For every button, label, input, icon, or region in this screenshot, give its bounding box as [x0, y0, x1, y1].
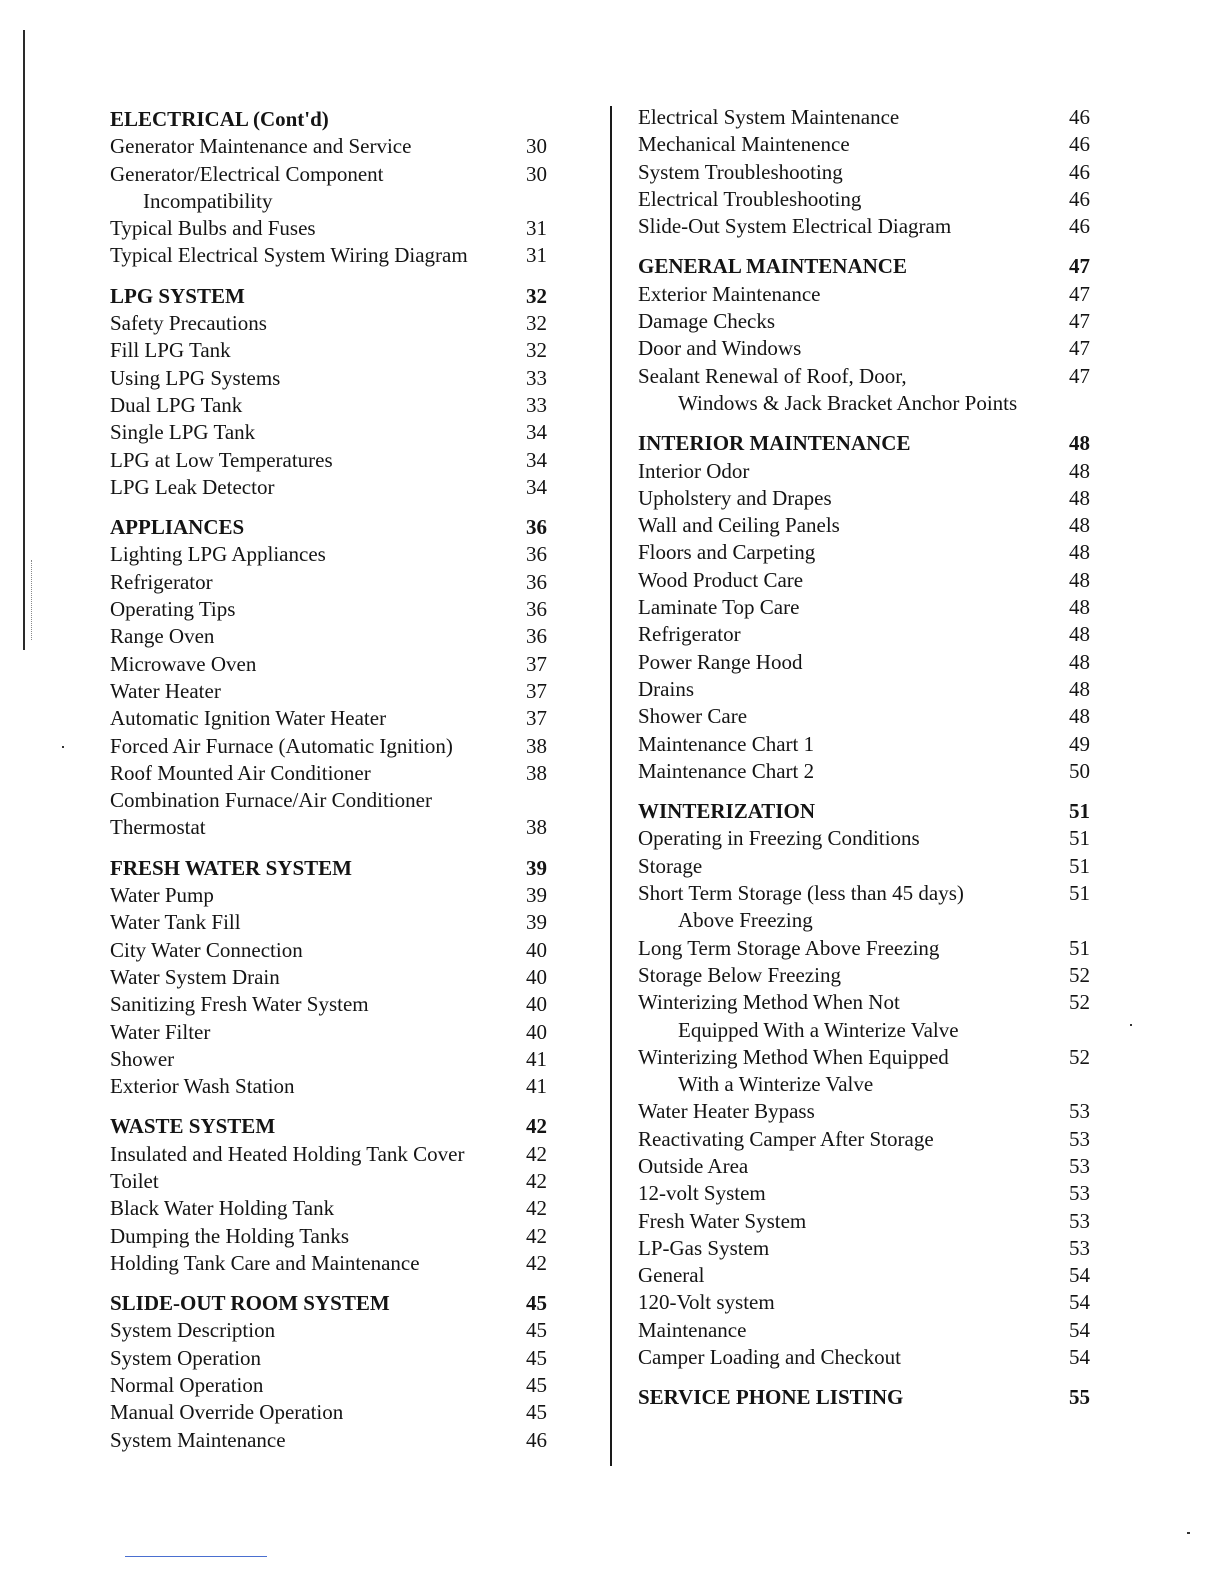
toc-entry [110, 882, 562, 909]
speck [1130, 1024, 1132, 1026]
page-number: 48 [1069, 513, 1090, 538]
toc-entry [110, 1250, 562, 1277]
page-number: 47 [1069, 309, 1090, 334]
toc-entry [638, 825, 1090, 852]
toc-entry [638, 131, 1090, 158]
entry-title: System Operation [110, 1345, 262, 1370]
toc-section-heading [110, 1290, 562, 1317]
page-number: 53 [1069, 1153, 1090, 1178]
entry-title: Sealant Renewal of Roof, Door, [638, 363, 907, 388]
toc-entry [110, 991, 562, 1018]
entry-title: LPG at Low Temperatures [110, 447, 333, 472]
entry-title: Slide-Out System Electrical Diagram [638, 214, 952, 239]
entry-title: Camper Loading and Checkout [638, 1345, 902, 1370]
entry-title: Thermostat [110, 815, 206, 840]
page-number: 46 [1069, 105, 1090, 129]
entry-title: Water Heater Bypass [638, 1099, 815, 1124]
entry-title-continuation: Equipped With a Winterize Valve [678, 1017, 959, 1042]
toc-entry-continuation [638, 390, 1090, 417]
section-title: LPG SYSTEM [110, 283, 245, 308]
toc-entry [110, 392, 562, 419]
page-number: 51 [1069, 799, 1090, 824]
toc-entry [638, 1344, 1090, 1371]
toc-entry [638, 1317, 1090, 1344]
toc-entry [638, 676, 1090, 703]
entry-title: Water Heater [110, 678, 221, 703]
speck [62, 746, 64, 748]
page-number: 39 [526, 910, 547, 935]
toc-entry [638, 159, 1090, 186]
entry-title: LP-Gas System [638, 1235, 770, 1260]
page-number: 36 [526, 597, 547, 622]
entry-title: Damage Checks [638, 309, 776, 334]
toc-entry [110, 1046, 562, 1073]
page-number: 47 [1069, 281, 1090, 306]
toc-entry [110, 760, 562, 787]
toc-entry [638, 281, 1090, 308]
page-number: 46 [1069, 186, 1090, 211]
entry-title: Exterior Wash Station [110, 1074, 295, 1099]
toc-entry [638, 458, 1090, 485]
toc-entry [110, 541, 562, 568]
entry-title: Combination Furnace/Air Conditioner [110, 788, 432, 813]
entry-title: Single LPG Tank [110, 420, 256, 445]
page-number: 30 [526, 134, 547, 159]
toc-entry [110, 569, 562, 596]
entry-title: Winterizing Method When Not [638, 990, 900, 1015]
page-number: 34 [526, 420, 547, 445]
page-number: 45 [526, 1291, 547, 1316]
page-number: 38 [526, 815, 547, 840]
entry-title: Maintenance Chart 2 [638, 758, 815, 783]
page-number: 51 [1069, 853, 1090, 878]
page-number: 45 [526, 1318, 547, 1343]
page-number: 37 [526, 706, 547, 731]
entry-title: Storage [638, 853, 703, 878]
entry-title: Insulated and Heated Holding Tank Cover [110, 1141, 465, 1166]
toc-entry [638, 935, 1090, 962]
toc-entry [638, 186, 1090, 213]
toc-entry [638, 335, 1090, 362]
toc-section-heading [110, 1113, 562, 1140]
entry-title: Drains [638, 676, 694, 701]
page-number: 42 [526, 1141, 547, 1166]
entry-title: Shower Care [638, 704, 748, 729]
toc-entry [638, 1262, 1090, 1289]
entry-title: System Troubleshooting [638, 159, 843, 184]
toc-entry [110, 787, 562, 814]
entry-title: Upholstery and Drapes [638, 485, 832, 510]
page-number: 48 [1069, 622, 1090, 647]
section-title: SLIDE-OUT ROOM SYSTEM [110, 1291, 390, 1316]
toc-entry [638, 539, 1090, 566]
entry-title: Safety Precautions [110, 311, 267, 336]
entry-title: Automatic Ignition Water Heater [110, 706, 387, 731]
page-number: 53 [1069, 1126, 1090, 1151]
toc-entry [110, 814, 562, 841]
entry-title: Mechanical Maintenence [638, 132, 850, 157]
entry-title: Microwave Oven [110, 651, 257, 676]
entry-title-continuation: Windows & Jack Bracket Anchor Points [678, 390, 1018, 415]
entry-title: Water System Drain [110, 964, 280, 989]
toc-entry [638, 308, 1090, 335]
toc-entry [110, 474, 562, 501]
toc-entry [638, 1208, 1090, 1235]
toc-entry-continuation [638, 907, 1090, 934]
toc-entry [638, 567, 1090, 594]
page-number: 37 [526, 651, 547, 676]
page-number: 37 [526, 678, 547, 703]
entry-title: Typical Bulbs and Fuses [110, 216, 316, 241]
toc-entry [110, 337, 562, 364]
entry-title: Toilet [110, 1168, 159, 1193]
page-number: 42 [526, 1196, 547, 1221]
page-number: 34 [526, 474, 547, 499]
page-number: 39 [526, 883, 547, 908]
page-number: 48 [1069, 595, 1090, 620]
entry-title: Wood Product Care [638, 567, 804, 592]
speck [1187, 1532, 1190, 1534]
toc-entry [110, 596, 562, 623]
toc-entry [638, 989, 1090, 1016]
entry-title: Power Range Hood [638, 649, 803, 674]
toc-section-heading [110, 514, 562, 541]
entry-title: Shower [110, 1046, 175, 1071]
entry-title: Reactivating Camper After Storage [638, 1126, 934, 1151]
toc-entry [638, 1098, 1090, 1125]
page-number: 36 [526, 542, 547, 567]
page-number: 40 [526, 992, 547, 1017]
entry-title: Refrigerator [110, 569, 213, 594]
page-number: 48 [1069, 649, 1090, 674]
toc-entry [638, 649, 1090, 676]
page-number: 46 [1069, 214, 1090, 239]
margin-dots [31, 560, 33, 640]
toc-section-heading [110, 106, 562, 133]
toc-entry [110, 937, 562, 964]
entry-title: Manual Override Operation [110, 1400, 344, 1425]
entry-title: City Water Connection [110, 937, 303, 962]
toc-entry [638, 363, 1090, 390]
toc-entry [110, 1141, 562, 1168]
entry-title: Dumping the Holding Tanks [110, 1223, 350, 1248]
page-number: 40 [526, 937, 547, 962]
page-number: 36 [526, 569, 547, 594]
page-number: 33 [526, 365, 547, 390]
toc-entry [638, 703, 1090, 730]
toc-entry [110, 705, 562, 732]
page-number: 30 [526, 161, 547, 186]
toc-entry-continuation [638, 1017, 1090, 1044]
page-number: 52 [1069, 1044, 1090, 1069]
toc-entry [110, 678, 562, 705]
toc-entry [638, 213, 1090, 240]
entry-title-continuation: With a Winterize Valve [678, 1072, 874, 1097]
entry-title: System Maintenance [110, 1427, 286, 1452]
toc-entry [110, 964, 562, 991]
toc-entry [638, 1126, 1090, 1153]
toc-section-heading [638, 1384, 1090, 1411]
toc-entry [638, 1235, 1090, 1262]
toc-entry [638, 1153, 1090, 1180]
section-title: GENERAL MAINTENANCE [638, 254, 907, 279]
page-number: 48 [1069, 485, 1090, 510]
entry-title: Maintenance [638, 1317, 747, 1342]
page-number: 36 [526, 515, 547, 540]
entry-title: Holding Tank Care and Maintenance [110, 1250, 420, 1275]
toc-section-heading [110, 283, 562, 310]
section-title: SERVICE PHONE LISTING [638, 1385, 904, 1410]
page-number: 39 [526, 855, 547, 880]
toc-entry [110, 365, 562, 392]
toc-entry [110, 1019, 562, 1046]
toc-entry [110, 1195, 562, 1222]
page-number: 52 [1069, 990, 1090, 1015]
entry-title: Electrical System Maintenance [638, 105, 900, 129]
page-number: 52 [1069, 962, 1090, 987]
page-number: 46 [1069, 159, 1090, 184]
entry-title: Generator/Electrical Component [110, 161, 384, 186]
section-title: WASTE SYSTEM [110, 1114, 276, 1139]
entry-title: Exterior Maintenance [638, 281, 821, 306]
page-number: 48 [1069, 540, 1090, 565]
entry-title: Electrical Troubleshooting [638, 186, 862, 211]
entry-title: Interior Odor [638, 458, 750, 483]
toc-entry [638, 853, 1090, 880]
entry-title: 120-Volt system [638, 1290, 775, 1315]
page-number: 53 [1069, 1099, 1090, 1124]
toc-entry [110, 310, 562, 337]
page-number: 42 [526, 1223, 547, 1248]
page-number: 38 [526, 733, 547, 758]
toc-section-heading [638, 798, 1090, 825]
page-number: 33 [526, 392, 547, 417]
page-number: 53 [1069, 1208, 1090, 1233]
toc-section-heading [110, 855, 562, 882]
page-number: 55 [1069, 1385, 1090, 1410]
toc-entry [110, 1168, 562, 1195]
page-number: 32 [526, 283, 547, 308]
toc-entry [110, 733, 562, 760]
entry-title: Using LPG Systems [110, 365, 281, 390]
entry-title: Dual LPG Tank [110, 392, 243, 417]
entry-title: Range Oven [110, 624, 215, 649]
page-number: 53 [1069, 1235, 1090, 1260]
page-number: 31 [526, 216, 547, 241]
page-number: 51 [1069, 935, 1090, 960]
margin-rule [23, 30, 25, 650]
section-title: FRESH WATER SYSTEM [110, 855, 352, 880]
page-number: 45 [526, 1345, 547, 1370]
page-number: 48 [1069, 458, 1090, 483]
entry-title: Operating in Freezing Conditions [638, 826, 920, 851]
toc-entry [638, 962, 1090, 989]
section-title: APPLIANCES [110, 515, 245, 540]
page-number: 31 [526, 243, 547, 268]
entry-title: 12-volt System [638, 1181, 766, 1206]
toc-entry [110, 1317, 562, 1344]
page-number: 32 [526, 311, 547, 336]
section-title: INTERIOR MAINTENANCE [638, 431, 911, 456]
toc-entry [638, 1180, 1090, 1207]
entry-title: Refrigerator [638, 622, 741, 647]
toc-entry [110, 1427, 562, 1454]
entry-title: Door and Windows [638, 336, 802, 361]
toc-entry [110, 419, 562, 446]
page-number: 48 [1069, 567, 1090, 592]
toc-left-column [110, 106, 562, 1454]
page-number: 40 [526, 964, 547, 989]
toc-entry [110, 1073, 562, 1100]
toc-entry [110, 909, 562, 936]
entry-title: Short Term Storage (less than 45 days) [638, 881, 964, 906]
page-number: 42 [526, 1114, 547, 1139]
toc-entry [110, 1399, 562, 1426]
page-number: 45 [526, 1400, 547, 1425]
toc-entry [110, 1372, 562, 1399]
page-number: 42 [526, 1168, 547, 1193]
entry-title-continuation: Incompatibility [143, 188, 273, 213]
page-number: 46 [526, 1427, 547, 1452]
toc-entry [110, 1345, 562, 1372]
entry-title: Outside Area [638, 1153, 749, 1178]
entry-title: Fill LPG Tank [110, 338, 231, 363]
entry-title: Maintenance Chart 1 [638, 731, 815, 756]
page-number: 41 [526, 1074, 547, 1099]
toc-entry [638, 594, 1090, 621]
toc-entry [110, 161, 562, 188]
section-title: ELECTRICAL (Cont'd) [110, 107, 329, 131]
entry-title: System Description [110, 1318, 276, 1343]
page-number: 38 [526, 760, 547, 785]
entry-title: Floors and Carpeting [638, 540, 816, 565]
entry-title: Fresh Water System [638, 1208, 807, 1233]
toc-entry [638, 104, 1090, 131]
entry-title: Forced Air Furnace (Automatic Ignition) [110, 733, 453, 758]
page-number: 47 [1069, 363, 1090, 388]
entry-title: Water Pump [110, 883, 214, 908]
toc-entry [110, 447, 562, 474]
toc-section-heading [638, 253, 1090, 280]
page-number: 32 [526, 338, 547, 363]
entry-title: Typical Electrical System Wiring Diagram [110, 243, 468, 268]
toc-entry [638, 880, 1090, 907]
section-title: WINTERIZATION [638, 799, 815, 824]
entry-title: Normal Operation [110, 1373, 264, 1398]
entry-title: Roof Mounted Air Conditioner [110, 760, 371, 785]
page-number: 54 [1069, 1290, 1090, 1315]
toc-entry [110, 215, 562, 242]
page-number: 54 [1069, 1345, 1090, 1370]
toc-entry [638, 1289, 1090, 1316]
entry-title: Water Tank Fill [110, 910, 241, 935]
toc-right-column [638, 104, 1090, 1412]
entry-title: Operating Tips [110, 597, 236, 622]
page-number: 48 [1069, 676, 1090, 701]
toc-entry [638, 512, 1090, 539]
bottom-rule [125, 1556, 267, 1557]
toc-section-heading [638, 430, 1090, 457]
page-number: 36 [526, 624, 547, 649]
toc-entry [110, 623, 562, 650]
page-number: 49 [1069, 731, 1090, 756]
page-number: 51 [1069, 826, 1090, 851]
toc-entry [110, 1223, 562, 1250]
page-number: 51 [1069, 881, 1090, 906]
entry-title: Wall and Ceiling Panels [638, 513, 840, 538]
toc-entry-continuation [638, 1071, 1090, 1098]
entry-title: Laminate Top Care [638, 595, 800, 620]
entry-title: Winterizing Method When Equipped [638, 1044, 949, 1069]
page-number: 47 [1069, 336, 1090, 361]
entry-title: Sanitizing Fresh Water System [110, 992, 369, 1017]
page-number: 45 [526, 1373, 547, 1398]
toc-entry [110, 242, 562, 269]
page-number: 48 [1069, 704, 1090, 729]
page-number: 34 [526, 447, 547, 472]
entry-title-continuation: Above Freezing [678, 908, 813, 933]
entry-title: Generator Maintenance and Service [110, 134, 412, 159]
toc-entry [638, 621, 1090, 648]
entry-title: Water Filter [110, 1019, 211, 1044]
page-number: 40 [526, 1019, 547, 1044]
page-number: 54 [1069, 1263, 1090, 1288]
page-number: 47 [1069, 254, 1090, 279]
page-number: 53 [1069, 1181, 1090, 1206]
toc-entry [638, 731, 1090, 758]
toc-entry [638, 1044, 1090, 1071]
entry-title: Black Water Holding Tank [110, 1196, 335, 1221]
page-number: 50 [1069, 758, 1090, 783]
toc-entry-continuation [110, 188, 562, 215]
page-number: 46 [1069, 132, 1090, 157]
toc-entry [638, 485, 1090, 512]
entry-title: Storage Below Freezing [638, 962, 841, 987]
page-number: 48 [1069, 431, 1090, 456]
toc-entry [110, 651, 562, 678]
entry-title: General [638, 1263, 705, 1288]
column-divider [610, 106, 612, 1466]
entry-title: LPG Leak Detector [110, 474, 275, 499]
page-number: 41 [526, 1046, 547, 1071]
page-number: 54 [1069, 1317, 1090, 1342]
entry-title: Lighting LPG Appliances [110, 542, 326, 567]
entry-title: Long Term Storage Above Freezing [638, 935, 940, 960]
page-number: 42 [526, 1250, 547, 1275]
toc-entry [110, 133, 562, 160]
toc-entry [638, 758, 1090, 785]
